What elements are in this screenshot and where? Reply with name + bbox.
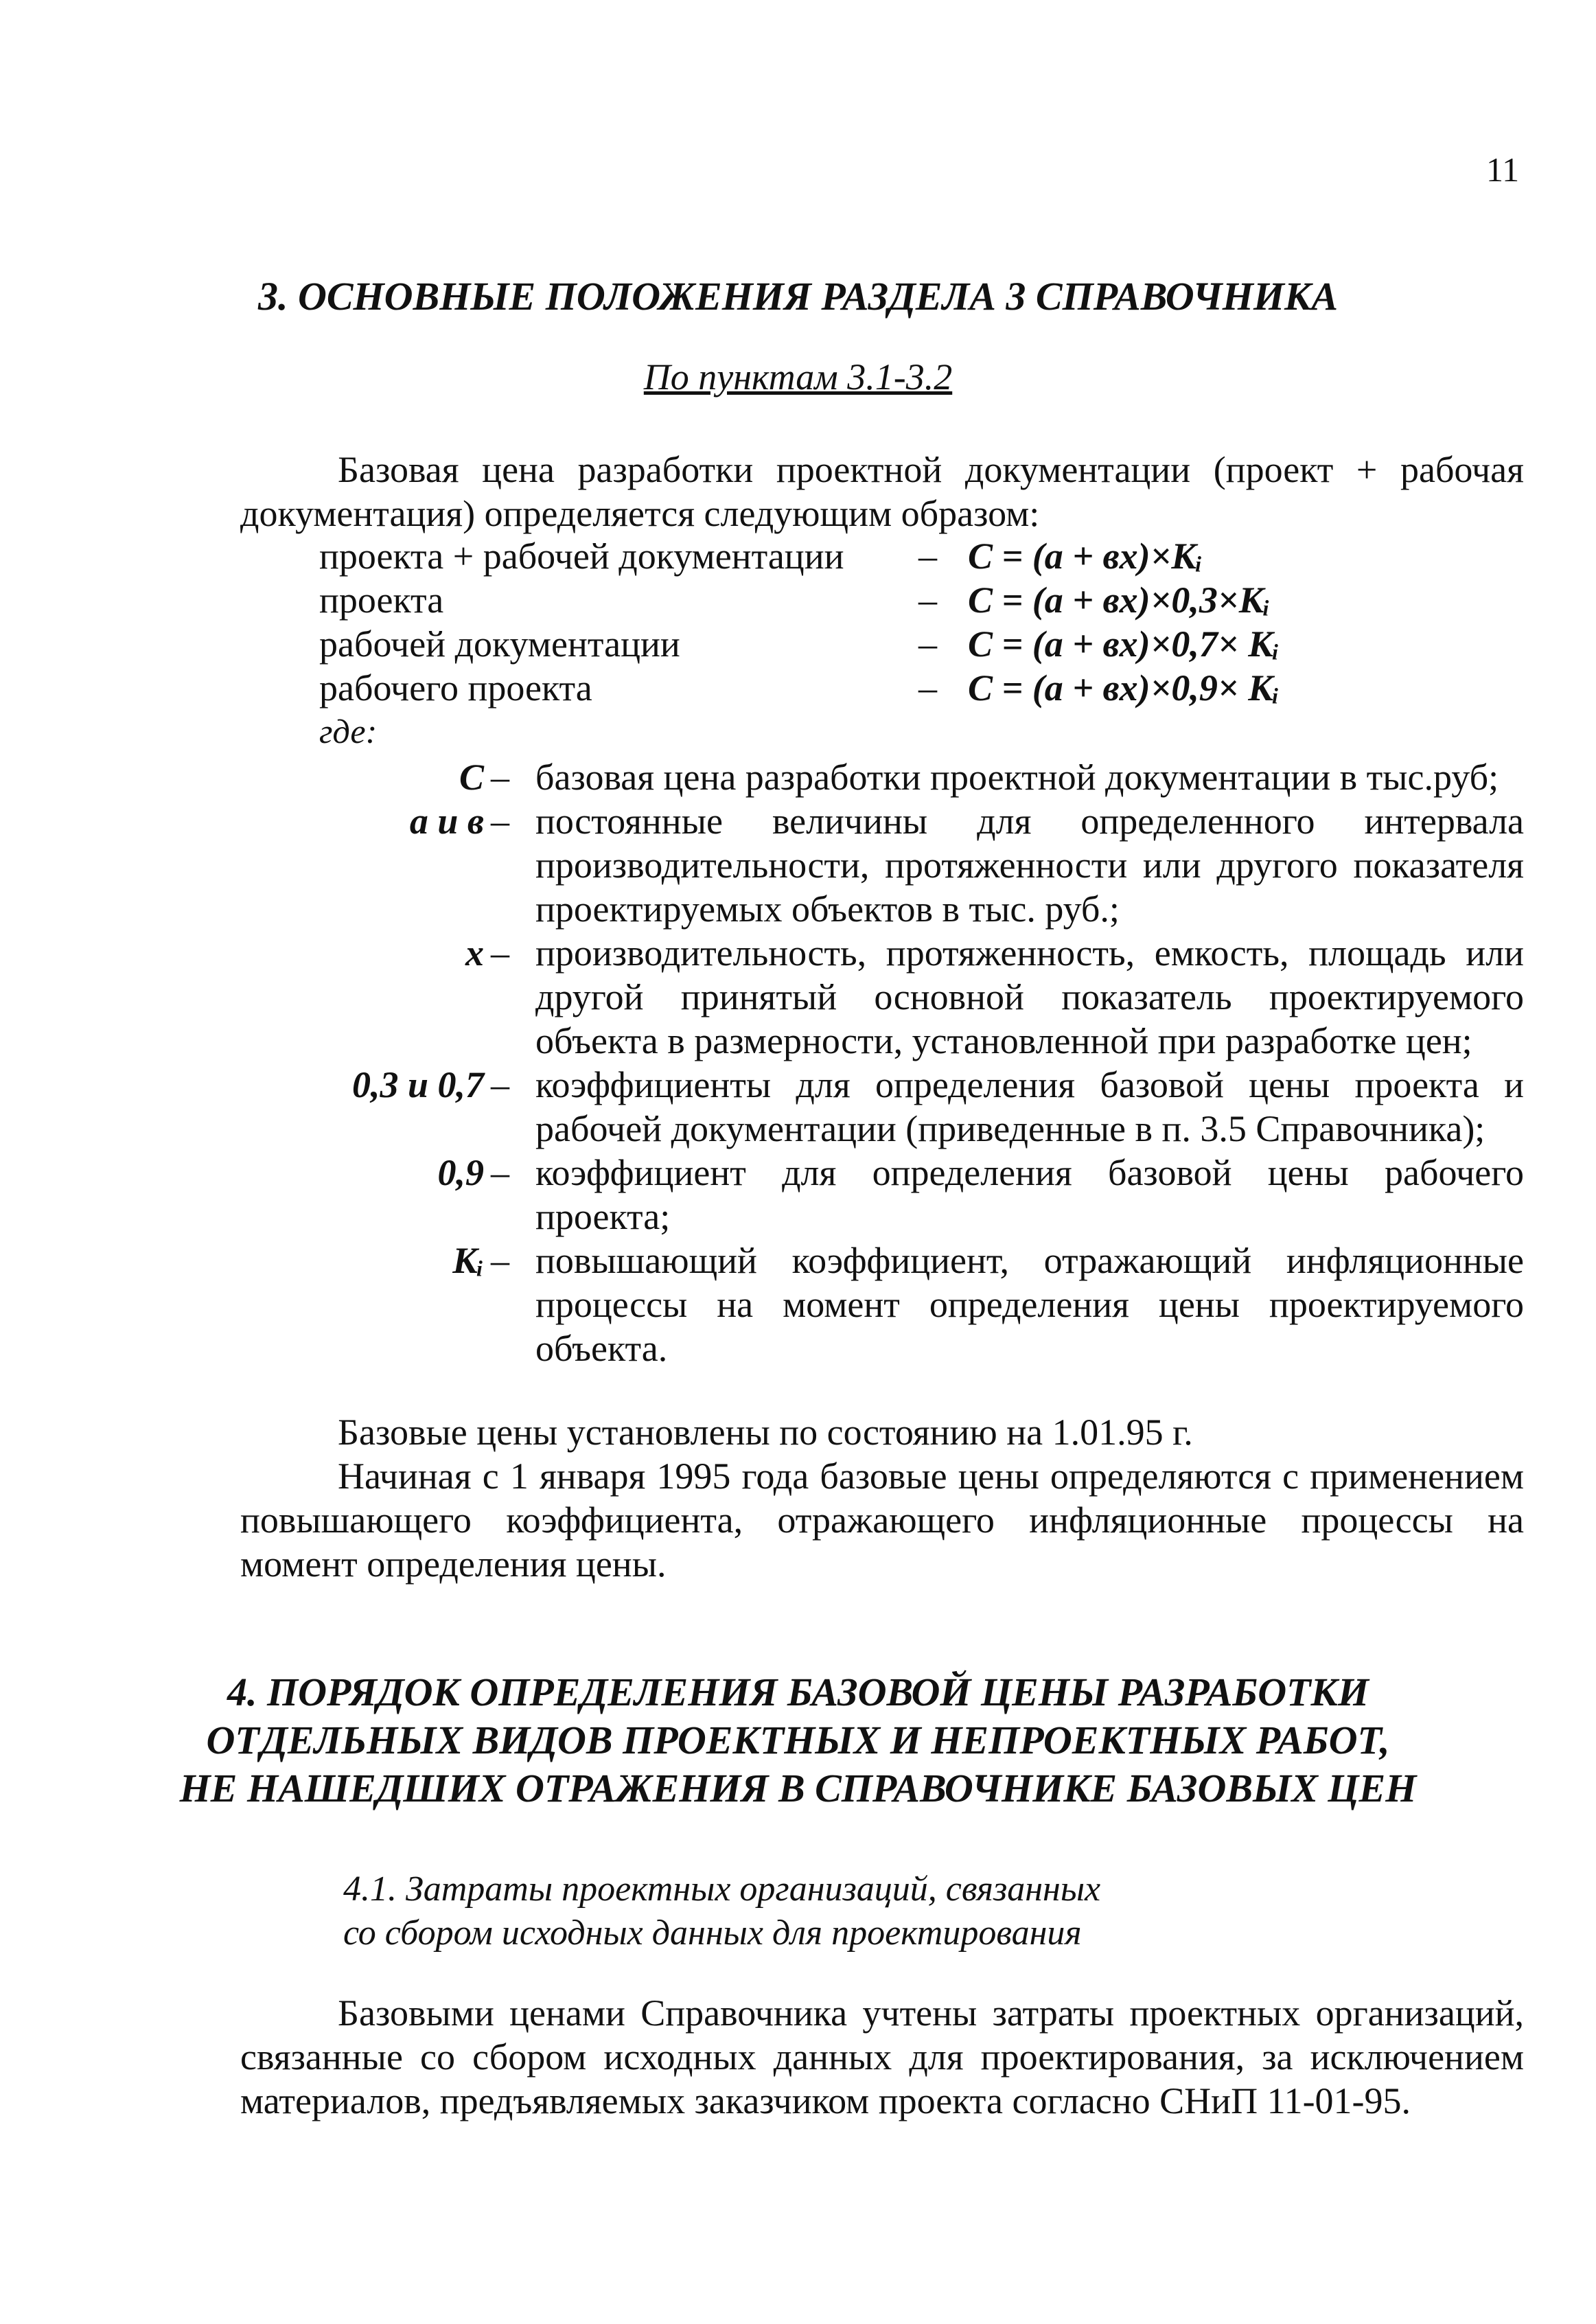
section3-title: 3. ОСНОВНЫЕ ПОЛОЖЕНИЯ РАЗДЕЛА 3 СПРАВОЧНИКА bbox=[257, 274, 1339, 319]
definition-dash: – bbox=[491, 1240, 509, 1281]
formula-label: рабочей документации bbox=[319, 623, 680, 665]
section4-title bbox=[0, 1668, 1596, 1813]
definition-symbol: х bbox=[465, 932, 484, 974]
formula-dash: – bbox=[918, 667, 937, 709]
formula-row bbox=[0, 534, 1596, 578]
section3-subtitle: По пунктам 3.1-3.2 bbox=[643, 356, 953, 398]
formula-expression: С = (а + вх)×0,7× Кᵢ bbox=[968, 623, 1280, 665]
formula-row bbox=[0, 666, 1596, 710]
section4-title-line: ОТДЕЛЬНЫХ ВИДОВ ПРОЕКТНЫХ И НЕПРОЕКТНЫХ РАБОТ, bbox=[206, 1718, 1390, 1762]
subsection-title-line: 4.1. Затраты проектных организаций, связанных bbox=[343, 1869, 1101, 1909]
definition-dash: – bbox=[491, 1152, 509, 1193]
definition-symbol: 0,9 bbox=[437, 1152, 484, 1193]
formula-label: рабочего проекта bbox=[319, 667, 592, 709]
formula-label: проекта bbox=[319, 579, 444, 621]
formula-expression: С = (а + вх)×Кᵢ bbox=[968, 536, 1203, 577]
definition-dash: – bbox=[491, 757, 509, 798]
definition-text: постоянные величины для определенного интервала производительности, протяженности или другого показателя проектируемых объектов в тыс. руб.; bbox=[535, 801, 1524, 930]
definition-text: повышающий коэффициент, отражающий инфляционные процессы на момент определения цены проектируемого объекта. bbox=[535, 1240, 1524, 1369]
definition-text: коэффициенты для определения базовой цены проекта и рабочей документации (приведенные в п. 3.5 Справочника); bbox=[535, 1064, 1524, 1149]
formula-dash: – bbox=[918, 579, 937, 621]
formula-dash: – bbox=[918, 623, 937, 665]
definition-symbol: а и в bbox=[409, 801, 484, 842]
section3-intro: Базовая цена разработки проектной документации (проект + рабочая документация) определяется следующим образом: bbox=[240, 449, 1524, 534]
where-label: где: bbox=[319, 712, 378, 750]
formula-row bbox=[0, 622, 1596, 666]
formula-expression: С = (а + вх)×0,9× Кᵢ bbox=[968, 667, 1280, 709]
subsection-4-1-title bbox=[343, 1867, 1100, 1955]
definition-symbol: Кᵢ bbox=[452, 1240, 484, 1281]
definition-symbol: 0,3 и 0,7 bbox=[351, 1064, 484, 1105]
definition-text: коэффициент для определения базовой цены рабочего проекта; bbox=[535, 1152, 1524, 1237]
subsection-title-line: со сбором исходных данных для проектирования bbox=[343, 1913, 1082, 1953]
section4-para: Базовыми ценами Справочника учтены затраты проектных организаций, связанные со сбором исходных данных для проектирования, за исключением материалов, предъявляемых заказчиком проекта согласно СНиП 11-01-95. bbox=[240, 1992, 1524, 2121]
definition-text: производительность, протяженность, емкость, площадь или другой принятый основной показатель проектируемого объекта в размерности, установленной при разработке цен; bbox=[535, 932, 1524, 1061]
section3-para-base-date: Базовые цены установлены по состоянию на 1.01.95 г. bbox=[338, 1412, 1193, 1453]
formula-expression: С = (а + вх)×0,3×Кᵢ bbox=[968, 579, 1271, 621]
definition-dash: – bbox=[491, 1064, 509, 1105]
definition-dash: – bbox=[491, 932, 509, 974]
formula-dash: – bbox=[918, 536, 937, 577]
section3-para-coefficient: Начиная с 1 января 1995 года базовые цены определяются с применением повышающего коэффициента, отражающего инфляционные процессы на момент определения цены. bbox=[240, 1456, 1524, 1585]
page-number: 11 bbox=[1486, 150, 1520, 189]
formula-label: проекта + рабочей документации bbox=[319, 536, 844, 577]
formula-row bbox=[0, 578, 1596, 622]
definition-symbol: С bbox=[459, 757, 484, 798]
definition-text: базовая цена разработки проектной документации в тыс.руб; bbox=[535, 757, 1499, 798]
section4-title-line: НЕ НАШЕДШИХ ОТРАЖЕНИЯ В СПРАВОЧНИКЕ БАЗОВЫХ ЦЕН bbox=[179, 1766, 1417, 1810]
section4-title-line: 4. ПОРЯДОК ОПРЕДЕЛЕНИЯ БАЗОВОЙ ЦЕНЫ РАЗРАБОТКИ bbox=[227, 1670, 1369, 1714]
definition-dash: – bbox=[491, 801, 509, 842]
